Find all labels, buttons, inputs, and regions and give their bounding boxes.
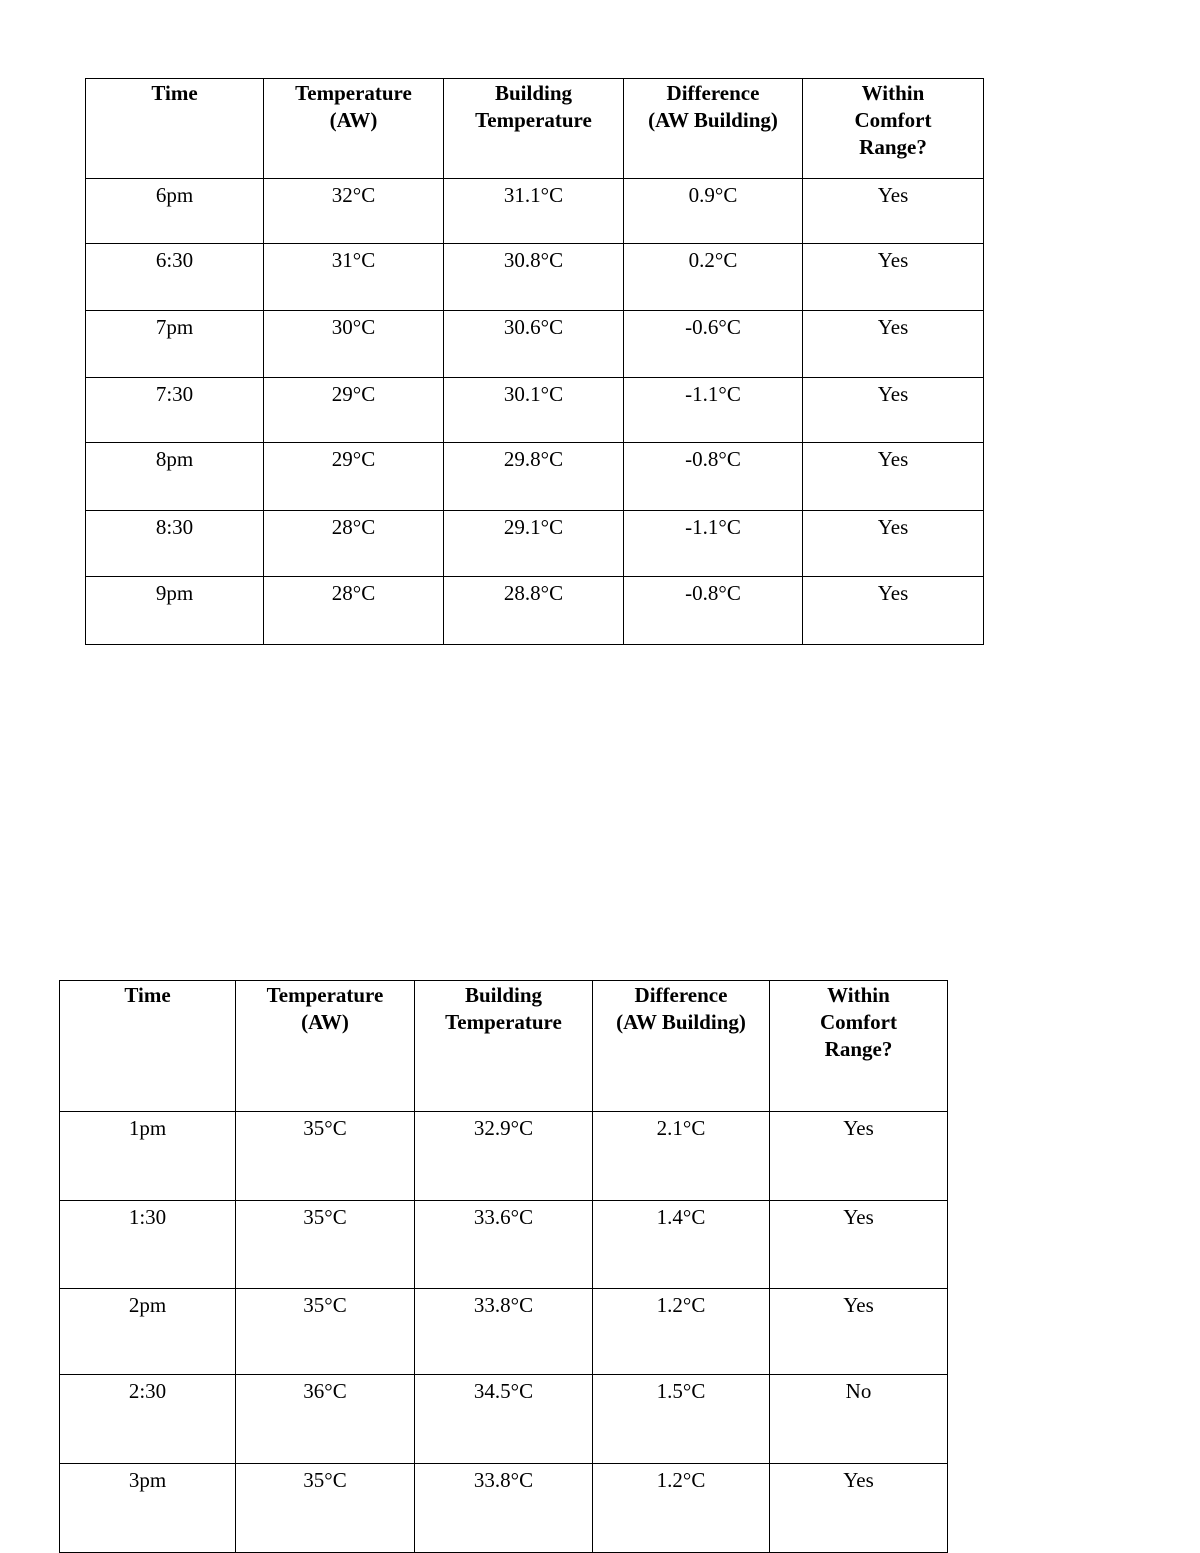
cell-difference: 0.9°C bbox=[624, 179, 803, 244]
table-row bbox=[60, 1201, 948, 1289]
header-temperature-aw: Temperature (AW) bbox=[236, 981, 415, 1112]
cell-time: 8:30 bbox=[86, 511, 264, 577]
header-comfort-range: Within Comfort Range? bbox=[803, 79, 984, 179]
header-building-temperature: Building Temperature bbox=[444, 79, 624, 179]
cell-comfort-range: Yes bbox=[803, 311, 984, 378]
cell-building-temperature: 33.8°C bbox=[415, 1464, 593, 1553]
cell-temperature-aw: 36°C bbox=[236, 1375, 415, 1464]
cell-building-temperature: 32.9°C bbox=[415, 1112, 593, 1201]
cell-building-temperature: 33.8°C bbox=[415, 1289, 593, 1375]
cell-time: 3pm bbox=[60, 1464, 236, 1553]
evening-temperature-table bbox=[85, 78, 984, 645]
table-row bbox=[86, 443, 984, 511]
table-header-row bbox=[60, 981, 948, 1112]
table-row bbox=[60, 1112, 948, 1201]
table-row bbox=[86, 244, 984, 311]
header-building-temperature: Building Temperature bbox=[415, 981, 593, 1112]
cell-comfort-range: Yes bbox=[770, 1112, 948, 1201]
cell-time: 8pm bbox=[86, 443, 264, 511]
cell-time: 1:30 bbox=[60, 1201, 236, 1289]
cell-building-temperature: 29.1°C bbox=[444, 511, 624, 577]
cell-building-temperature: 31.1°C bbox=[444, 179, 624, 244]
cell-comfort-range: Yes bbox=[803, 378, 984, 443]
cell-temperature-aw: 28°C bbox=[264, 577, 444, 645]
cell-temperature-aw: 29°C bbox=[264, 378, 444, 443]
afternoon-temperature-table bbox=[59, 980, 948, 1553]
table-row bbox=[86, 577, 984, 645]
cell-comfort-range: Yes bbox=[770, 1289, 948, 1375]
cell-difference: 1.2°C bbox=[593, 1464, 770, 1553]
cell-difference: 0.2°C bbox=[624, 244, 803, 311]
cell-comfort-range: Yes bbox=[803, 511, 984, 577]
cell-difference: -1.1°C bbox=[624, 511, 803, 577]
cell-difference: 1.2°C bbox=[593, 1289, 770, 1375]
cell-building-temperature: 29.8°C bbox=[444, 443, 624, 511]
header-difference: Difference (AW Building) bbox=[624, 79, 803, 179]
cell-comfort-range: Yes bbox=[803, 443, 984, 511]
cell-building-temperature: 30.8°C bbox=[444, 244, 624, 311]
cell-time: 2pm bbox=[60, 1289, 236, 1375]
header-difference: Difference (AW Building) bbox=[593, 981, 770, 1112]
table-row bbox=[86, 179, 984, 244]
cell-difference: 1.5°C bbox=[593, 1375, 770, 1464]
cell-time: 9pm bbox=[86, 577, 264, 645]
cell-building-temperature: 34.5°C bbox=[415, 1375, 593, 1464]
cell-temperature-aw: 31°C bbox=[264, 244, 444, 311]
cell-temperature-aw: 28°C bbox=[264, 511, 444, 577]
cell-time: 2:30 bbox=[60, 1375, 236, 1464]
cell-temperature-aw: 35°C bbox=[236, 1464, 415, 1553]
header-comfort-range: Within Comfort Range? bbox=[770, 981, 948, 1112]
cell-building-temperature: 33.6°C bbox=[415, 1201, 593, 1289]
cell-time: 6pm bbox=[86, 179, 264, 244]
table-row bbox=[60, 1464, 948, 1553]
cell-time: 7pm bbox=[86, 311, 264, 378]
cell-difference: -0.8°C bbox=[624, 443, 803, 511]
cell-difference: -1.1°C bbox=[624, 378, 803, 443]
cell-temperature-aw: 35°C bbox=[236, 1289, 415, 1375]
cell-comfort-range: No bbox=[770, 1375, 948, 1464]
cell-comfort-range: Yes bbox=[803, 577, 984, 645]
header-temperature-aw: Temperature (AW) bbox=[264, 79, 444, 179]
cell-temperature-aw: 29°C bbox=[264, 443, 444, 511]
table-row bbox=[60, 1375, 948, 1464]
table-row bbox=[86, 511, 984, 577]
cell-temperature-aw: 32°C bbox=[264, 179, 444, 244]
cell-difference: -0.6°C bbox=[624, 311, 803, 378]
cell-difference: 2.1°C bbox=[593, 1112, 770, 1201]
cell-building-temperature: 28.8°C bbox=[444, 577, 624, 645]
cell-time: 6:30 bbox=[86, 244, 264, 311]
header-time: Time bbox=[86, 79, 264, 179]
cell-comfort-range: Yes bbox=[770, 1464, 948, 1553]
table-row bbox=[86, 378, 984, 443]
cell-difference: 1.4°C bbox=[593, 1201, 770, 1289]
table-header-row bbox=[86, 79, 984, 179]
cell-difference: -0.8°C bbox=[624, 577, 803, 645]
cell-building-temperature: 30.1°C bbox=[444, 378, 624, 443]
cell-building-temperature: 30.6°C bbox=[444, 311, 624, 378]
cell-comfort-range: Yes bbox=[803, 244, 984, 311]
cell-comfort-range: Yes bbox=[770, 1201, 948, 1289]
cell-temperature-aw: 35°C bbox=[236, 1201, 415, 1289]
cell-time: 7:30 bbox=[86, 378, 264, 443]
header-time: Time bbox=[60, 981, 236, 1112]
cell-comfort-range: Yes bbox=[803, 179, 984, 244]
cell-temperature-aw: 35°C bbox=[236, 1112, 415, 1201]
table-row bbox=[86, 311, 984, 378]
cell-time: 1pm bbox=[60, 1112, 236, 1201]
table-row bbox=[60, 1289, 948, 1375]
cell-temperature-aw: 30°C bbox=[264, 311, 444, 378]
